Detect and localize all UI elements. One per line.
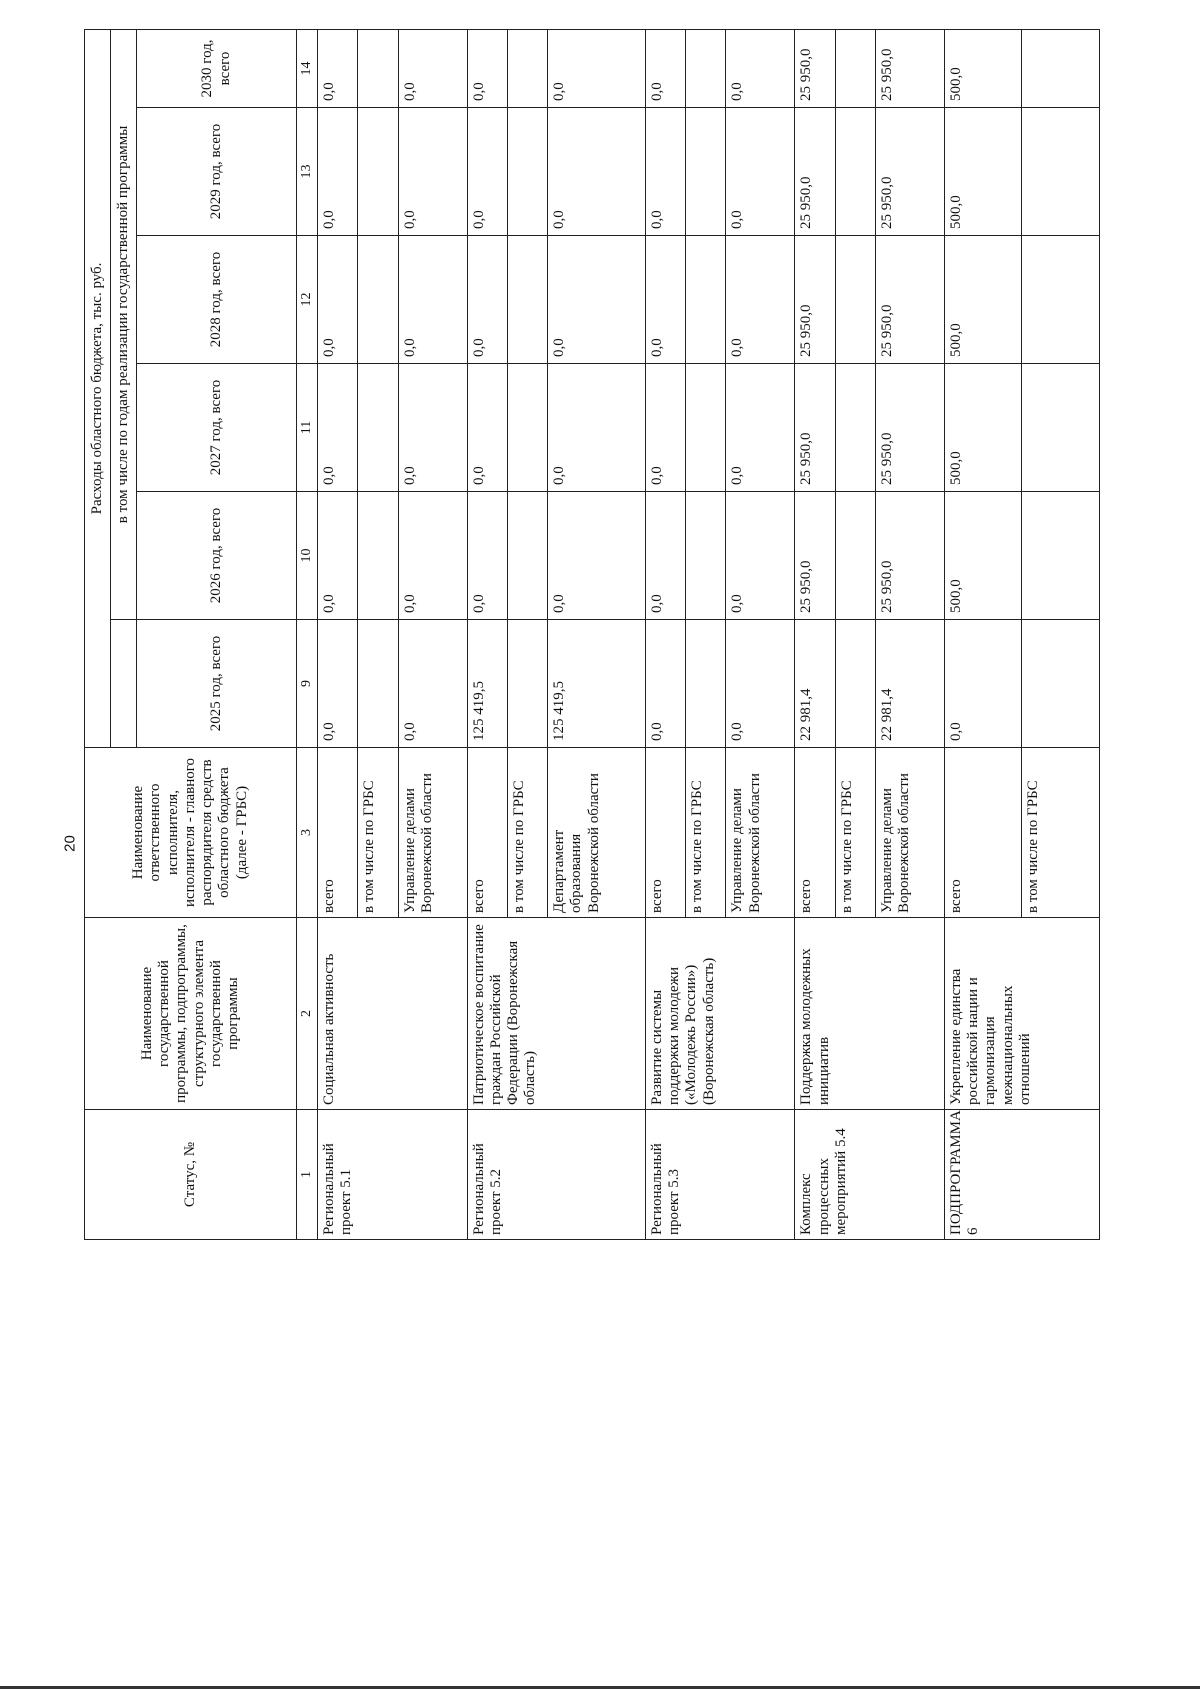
row-value [686, 620, 726, 748]
table-row [645, 29, 685, 1239]
row-value: 0,0 [726, 108, 795, 236]
row-value: 25 950,0 [876, 108, 945, 236]
row-value: 25 950,0 [876, 236, 945, 364]
row-value: 0,0 [726, 364, 795, 492]
header-status: Статус, № [85, 1110, 297, 1240]
column-number: 13 [297, 108, 318, 236]
row-value: 0,0 [318, 364, 358, 492]
row-value [358, 492, 398, 620]
row-value: 0,0 [467, 492, 507, 620]
row-program-name: Поддержка молодежных инициатив [795, 918, 945, 1110]
row-value: 500,0 [944, 29, 1021, 107]
row-executor: всего [467, 748, 507, 918]
row-value: 0,0 [467, 364, 507, 492]
row-executor: в том числе по ГРБС [358, 748, 398, 918]
row-value [835, 492, 875, 620]
row-value: 0,0 [467, 108, 507, 236]
row-value [686, 492, 726, 620]
row-executor: всего [645, 748, 685, 918]
column-number: 3 [297, 748, 318, 918]
row-value [686, 29, 726, 107]
row-value: 22 981,4 [795, 620, 835, 748]
row-value [1022, 620, 1100, 748]
rotated-table-frame [84, 39, 1100, 1240]
column-number: 9 [297, 620, 318, 748]
row-value [686, 236, 726, 364]
row-value: 0,0 [944, 620, 1021, 748]
row-value: 0,0 [726, 29, 795, 107]
row-value [507, 364, 547, 492]
row-value: 500,0 [944, 492, 1021, 620]
row-value: 125 419,5 [467, 620, 507, 748]
row-value: 0,0 [398, 29, 467, 107]
row-value: 25 950,0 [876, 29, 945, 107]
row-value [358, 236, 398, 364]
table-body [318, 29, 1100, 1239]
row-value: 500,0 [944, 236, 1021, 364]
table-row [795, 29, 835, 1239]
row-value: 0,0 [318, 108, 358, 236]
row-value [507, 620, 547, 748]
row-executor: Управление делами Воронежской области [726, 748, 795, 918]
row-program-name: Укрепление единства российской нации и гармонизация межнациональных отношений [944, 918, 1099, 1110]
row-executor: всего [795, 748, 835, 918]
row-value: 0,0 [548, 29, 646, 107]
row-value [507, 29, 547, 107]
row-value: 500,0 [944, 364, 1021, 492]
row-value: 0,0 [645, 364, 685, 492]
header-year: 2025 год, всего [137, 620, 297, 748]
row-program-name: Патриотическое воспитание граждан Российской Федерации (Воронежская область) [467, 918, 645, 1110]
row-value: 0,0 [398, 620, 467, 748]
column-number: 10 [297, 492, 318, 620]
row-value [358, 364, 398, 492]
row-value: 25 950,0 [795, 364, 835, 492]
header-year: 2026 год, всего [137, 492, 297, 620]
row-status: Комплекс процессных мероприятий 5.4 [795, 1110, 945, 1240]
row-executor: всего [318, 748, 358, 918]
row-value [686, 364, 726, 492]
row-executor: Управление делами Воронежской области [876, 748, 945, 918]
header-years-note: в том числе по годам реализации государственной программы [111, 29, 137, 619]
row-value: 0,0 [726, 492, 795, 620]
row-value [358, 620, 398, 748]
column-number: 12 [297, 236, 318, 364]
row-value: 0,0 [467, 29, 507, 107]
header-program-name: Наименование государственной программы, подпрограммы, структурного элемента государственной программы [85, 918, 297, 1110]
table-row [318, 29, 358, 1239]
row-value [835, 108, 875, 236]
row-executor: в том числе по ГРБС [1022, 748, 1100, 918]
row-value [507, 492, 547, 620]
row-value: 22 981,4 [876, 620, 945, 748]
row-executor: в том числе по ГРБС [835, 748, 875, 918]
row-value [507, 108, 547, 236]
row-executor: в том числе по ГРБС [507, 748, 547, 918]
row-value: 0,0 [645, 620, 685, 748]
row-value: 0,0 [726, 236, 795, 364]
row-value: 0,0 [318, 492, 358, 620]
page-number: 20 [61, 835, 79, 852]
row-value [1022, 492, 1100, 620]
row-status: Региональный проект 5.2 [467, 1110, 645, 1240]
table-row [944, 29, 1021, 1239]
row-value: 0,0 [726, 620, 795, 748]
row-value: 0,0 [318, 620, 358, 748]
table-row [467, 29, 507, 1239]
row-value [835, 29, 875, 107]
row-value [358, 29, 398, 107]
row-value [1022, 236, 1100, 364]
row-program-name: Социальная активность [318, 918, 468, 1110]
row-value [507, 236, 547, 364]
column-number: 2 [297, 918, 318, 1110]
table-header [85, 29, 318, 1239]
row-value [1022, 29, 1100, 107]
column-number: 11 [297, 364, 318, 492]
row-value: 0,0 [548, 236, 646, 364]
header-budget: Расходы областного бюджета, тыс. руб. [85, 29, 111, 747]
row-executor: всего [944, 748, 1021, 918]
row-executor: в том числе по ГРБС [686, 748, 726, 918]
row-value [835, 364, 875, 492]
row-value: 0,0 [398, 108, 467, 236]
header-empty-cell [111, 620, 137, 748]
row-status: Региональный проект 5.1 [318, 1110, 468, 1240]
row-value: 0,0 [548, 364, 646, 492]
row-value: 0,0 [398, 364, 467, 492]
row-status: Региональный проект 5.3 [645, 1110, 795, 1240]
row-value: 25 950,0 [795, 108, 835, 236]
row-value: 0,0 [467, 236, 507, 364]
row-value [835, 236, 875, 364]
column-number: 14 [297, 29, 318, 107]
row-value: 25 950,0 [876, 364, 945, 492]
header-executor: Наименование ответственного исполнителя, исполнителя - главного распорядителя средств областного бюджета (далее - ГРБС) [85, 748, 297, 918]
row-value [686, 108, 726, 236]
row-value: 25 950,0 [795, 492, 835, 620]
row-executor: Управление делами Воронежской области [398, 748, 467, 918]
row-value: 0,0 [318, 29, 358, 107]
row-program-name: Развитие системы поддержки молодежи («Молодежь России») (Воронежская область) [645, 918, 795, 1110]
header-year: 2029 год, всего [137, 108, 297, 236]
row-value: 0,0 [645, 29, 685, 107]
header-year: 2027 год, всего [137, 364, 297, 492]
budget-table [84, 29, 1100, 1240]
row-value: 0,0 [645, 108, 685, 236]
row-value: 500,0 [944, 108, 1021, 236]
row-value: 0,0 [645, 492, 685, 620]
row-value [835, 620, 875, 748]
row-value: 0,0 [645, 236, 685, 364]
row-value: 25 950,0 [795, 29, 835, 107]
row-value: 0,0 [398, 236, 467, 364]
header-year: 2030 год, всего [137, 29, 297, 107]
row-status: ПОДПРОГРАММА 6 [944, 1110, 1099, 1240]
row-value [1022, 108, 1100, 236]
row-value: 25 950,0 [876, 492, 945, 620]
row-executor: Департамент образования Воронежской области [548, 748, 646, 918]
header-year: 2028 год, всего [137, 236, 297, 364]
row-value: 0,0 [548, 492, 646, 620]
row-value: 25 950,0 [795, 236, 835, 364]
row-value [1022, 364, 1100, 492]
column-number: 1 [297, 1110, 318, 1240]
row-value: 0,0 [318, 236, 358, 364]
page-bottom-rule [0, 1686, 1200, 1689]
row-value: 125 419,5 [548, 620, 646, 748]
row-value: 0,0 [398, 492, 467, 620]
row-value [358, 108, 398, 236]
row-value: 0,0 [548, 108, 646, 236]
